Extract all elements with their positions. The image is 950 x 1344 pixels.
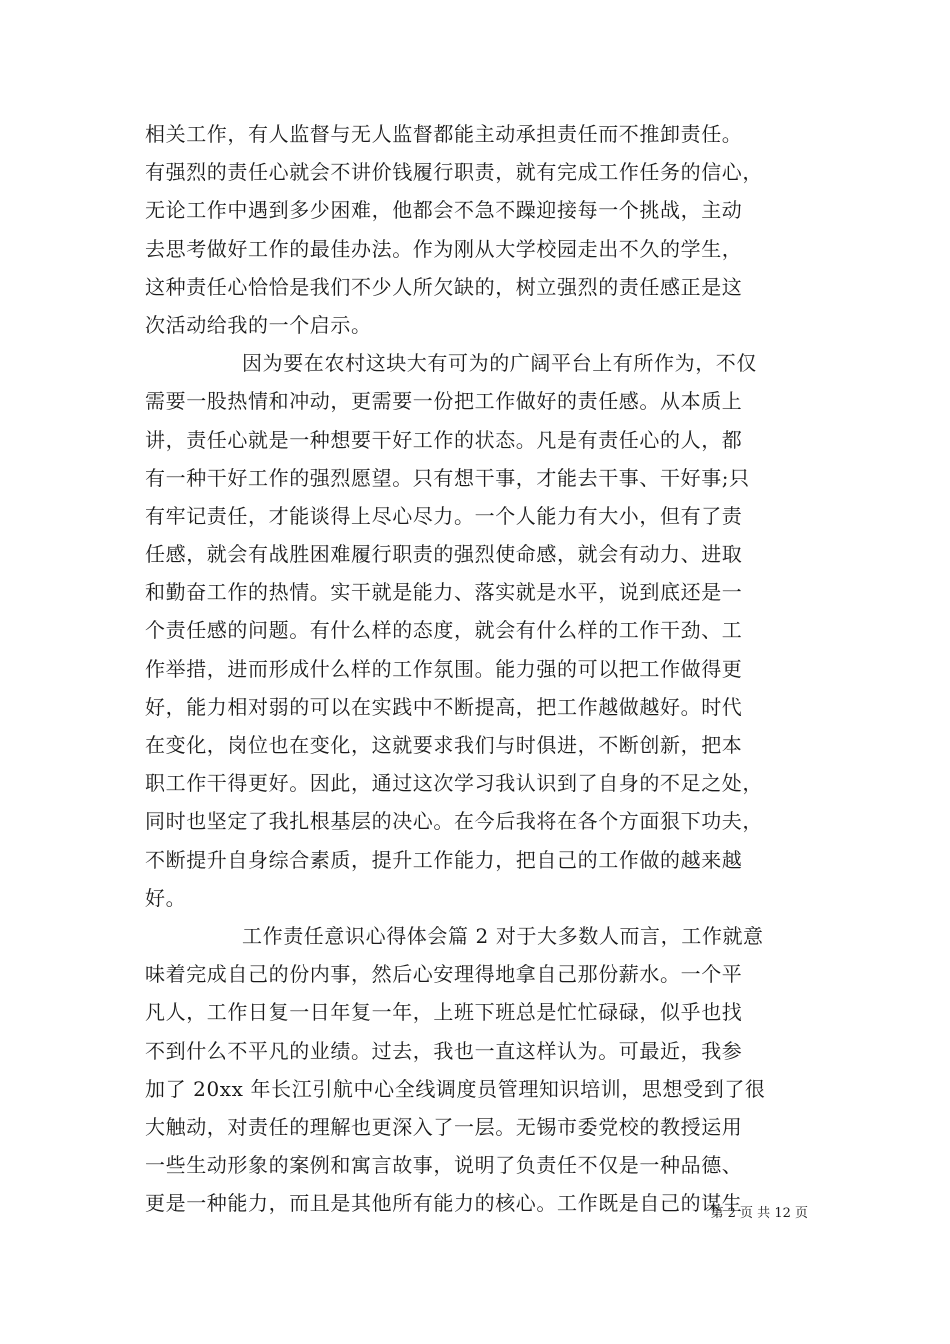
text-line: 任感，就会有战胜困难履行职责的强烈使命感，就会有动力、进取 (145, 542, 743, 567)
text-line: 好，能力相对弱的可以在实践中不断提高，把工作越做越好。时代 (145, 694, 743, 719)
text-line: 无论工作中遇到多少困难，他都会不急不躁迎接每一个挑战，主动 (145, 198, 743, 223)
page-number-footer: 第 2 页 共 12 页 (710, 1206, 808, 1221)
text-line: 味着完成自己的份内事，然后心安理得地拿自己那份薪水。一个平 (145, 962, 743, 987)
text-line: 去思考做好工作的最佳办法。作为刚从大学校园走出不久的学生， (145, 236, 743, 261)
document-body (145, 115, 810, 1222)
text-line: 需要一股热情和冲动，更需要一份把工作做好的责任感。从本质上 (145, 389, 743, 414)
text-line: 这种责任心恰恰是我们不少人所欠缺的，树立强烈的责任感正是这 (145, 274, 743, 299)
text-line: 同时也坚定了我扎根基层的决心。在今后我将在各个方面狠下功夫， (145, 809, 763, 834)
text-line: 有牢记责任，才能谈得上尽心尽力。一个人能力有大小，但有了责 (145, 503, 743, 528)
text-line: 相关工作，有人监督与无人监督都能主动承担责任而不推卸责任。 (145, 122, 743, 146)
text-line: 次活动给我的一个启示。 (145, 312, 372, 337)
text-line: 有强烈的责任心就会不讲价钱履行职责，就有完成工作任务的信心， (145, 160, 763, 185)
text-line: 更是一种能力，而且是其他所有能力的核心。工作既是自己的谋生 (145, 1191, 743, 1216)
text-line: 大触动，对责任的理解也更深入了一层。无锡市委党校的教授运用 (145, 1114, 743, 1139)
paragraph-start-line: 因为要在农村这块大有可为的广阔平台上有所作为，不仅 (242, 351, 757, 376)
text-line: 凡人，工作日复一日年复一年，上班下班总是忙忙碌碌，似乎也找 (145, 1000, 743, 1025)
text-line: 作举措，进而形成什么样的工作氛围。能力强的可以把工作做得更 (145, 656, 743, 681)
text-line: 一些生动形象的案例和寓言故事，说明了负责任不仅是一种品德、 (145, 1153, 743, 1178)
text-line: 好。 (145, 885, 187, 910)
text-line: 有一种干好工作的强烈愿望。只有想干事，才能去干事、干好事;只 (145, 465, 750, 490)
paragraph-start-line: 工作责任意识心得体会篇 2 对于大多数人而言，工作就意 (242, 923, 764, 948)
text-line: 职工作干得更好。因此，通过这次学习我认识到了自身的不足之处， (145, 771, 763, 796)
text-line: 个责任感的问题。有什么样的态度，就会有什么样的工作干劲、工 (145, 618, 743, 643)
text-line: 加了 20xx 年长江引航中心全线调度员管理知识培训，思想受到了很 (145, 1076, 766, 1101)
text-line: 不到什么不平凡的业绩。过去，我也一直这样认为。可最近，我参 (145, 1038, 743, 1063)
text-line: 在变化，岗位也在变化，这就要求我们与时俱进，不断创新，把本 (145, 733, 743, 757)
text-line: 讲，责任心就是一种想要干好工作的状态。凡是有责任心的人，都 (145, 427, 743, 452)
text-line: 不断提升自身综合素质，提升工作能力，把自己的工作做的越来越 (145, 847, 743, 872)
text-line: 和勤奋工作的热情。实干就是能力、落实就是水平，说到底还是一 (145, 580, 743, 605)
